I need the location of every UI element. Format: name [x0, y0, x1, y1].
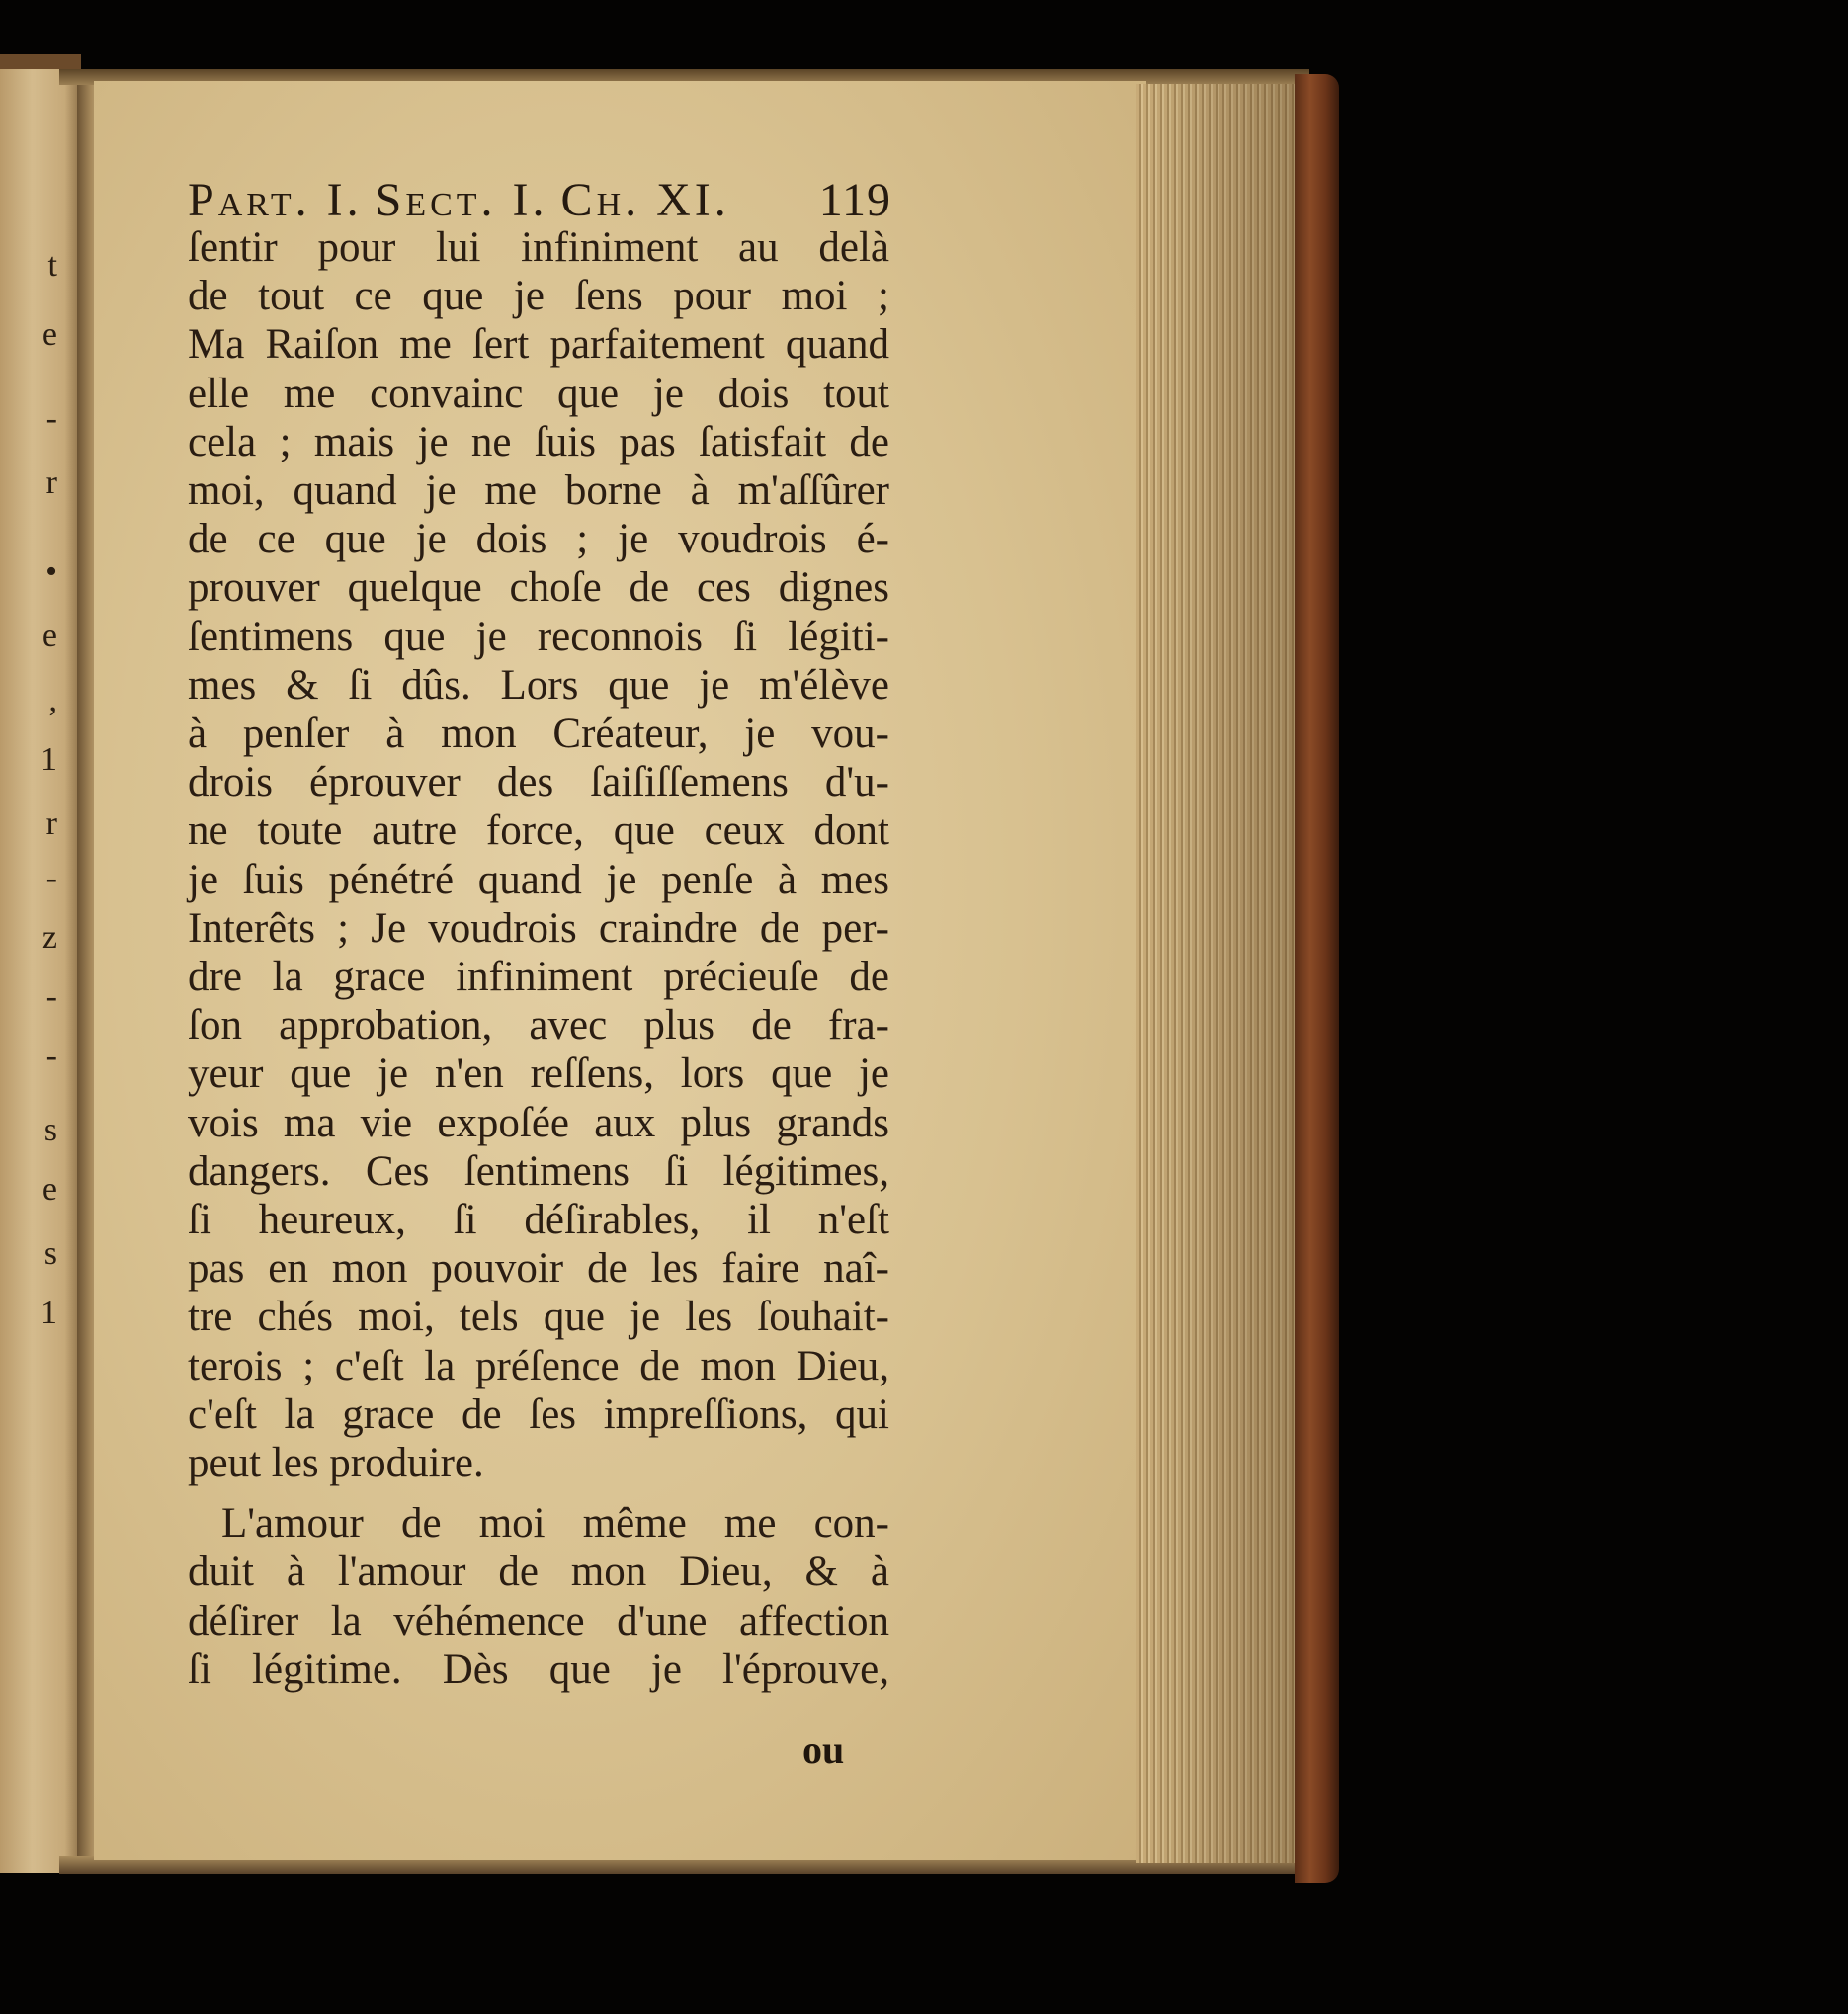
text-line: prouver quelque choſe de ces dignes	[188, 564, 889, 611]
left-margin-letter: -	[45, 978, 57, 1015]
text-line: ſentir pour lui infiniment au delà	[188, 224, 889, 271]
catchword: ou	[802, 1727, 845, 1772]
text-line: drois éprouver des ſaiſiſſemens d'u-	[188, 759, 889, 805]
text-line: à penſer à mon Créateur, je vou-	[188, 711, 889, 757]
text-line: c'eſt la grace de ſes impreſſions, qui	[188, 1391, 889, 1438]
text-line: de tout ce que je ſens pour moi ;	[188, 273, 889, 319]
left-margin-letter: 1	[41, 1295, 57, 1331]
left-margin-letter: t	[47, 247, 57, 284]
left-margin-letter: z	[42, 919, 57, 956]
text-line: ſi heureux, ſi déſirables, il n'eſt	[188, 1197, 889, 1243]
left-margin-letter: s	[43, 1235, 57, 1272]
left-margin-letter: ,	[48, 682, 57, 718]
text-line: elle me convainc que je dois tout	[188, 371, 889, 417]
text-line: tre chés moi, tels que je les ſouhait-	[188, 1294, 889, 1340]
text-line: dangers. Ces ſentimens ſi légitimes,	[188, 1148, 889, 1195]
page-block-shade	[1136, 84, 1302, 1863]
text-line: L'amour de moi même me con-	[221, 1500, 889, 1547]
text-line: mes & ſi dûs. Lors que je m'élève	[188, 662, 889, 709]
text-line: Ma Raiſon me ſert parfaitement quand	[188, 321, 889, 368]
left-margin-letter: e	[42, 618, 57, 654]
text-line: cela ; mais je ne ſuis pas ſatisfait de	[188, 419, 889, 465]
text-line: dre la grace infiniment précieuſe de	[188, 954, 889, 1000]
left-margin-letter: 1	[41, 741, 57, 778]
text-line: ne toute autre force, que ceux dont	[188, 807, 889, 854]
left-margin-letter: -	[45, 400, 57, 437]
text-line: terois ; c'eſt la préſence de mon Dieu,	[188, 1343, 889, 1389]
text-line: duit à l'amour de mon Dieu, & à	[188, 1549, 889, 1595]
running-head-part: Part. I.	[188, 174, 363, 226]
running-head-section: Sect. I.	[375, 174, 548, 226]
text-line: ſon approbation, avec plus de fra-	[188, 1002, 889, 1049]
text-line: ſentimens que je reconnois ſi légiti-	[188, 614, 889, 660]
left-margin-letter: -	[45, 1038, 57, 1074]
left-margin-letter: e	[42, 316, 57, 353]
left-margin-letter: e	[42, 1171, 57, 1208]
text-line: moi, quand je me borne à m'aſſûrer	[188, 467, 889, 514]
text-line: peut les produire.	[188, 1440, 484, 1486]
text-line: déſirer la véhémence d'une affection	[188, 1598, 889, 1644]
left-margin-letter: r	[45, 805, 57, 842]
running-head-chapter: Ch. XI.	[560, 174, 730, 226]
text-line: je ſuis pénétré quand je penſe à mes	[188, 857, 889, 903]
text-line: yeur que je n'en reſſens, lors que je	[188, 1050, 889, 1097]
text-line: vois ma vie expoſée aux plus grands	[188, 1100, 889, 1146]
text-line: pas en mon pouvoir de les faire naî-	[188, 1245, 889, 1292]
running-head	[188, 176, 891, 225]
text-line: de ce que je dois ; je voudrois é-	[188, 516, 889, 562]
left-margin-letter: r	[45, 464, 57, 501]
book-binding	[1295, 74, 1339, 1883]
left-margin-letter: -	[45, 860, 57, 896]
page-number: 119	[818, 174, 891, 226]
left-margin-letter: •	[45, 553, 57, 590]
text-line: Interêts ; Je voudrois craindre de per-	[188, 905, 889, 952]
left-margin-letter: s	[43, 1112, 57, 1148]
text-line: ſi légitime. Dès que je l'éprouve,	[188, 1646, 889, 1693]
